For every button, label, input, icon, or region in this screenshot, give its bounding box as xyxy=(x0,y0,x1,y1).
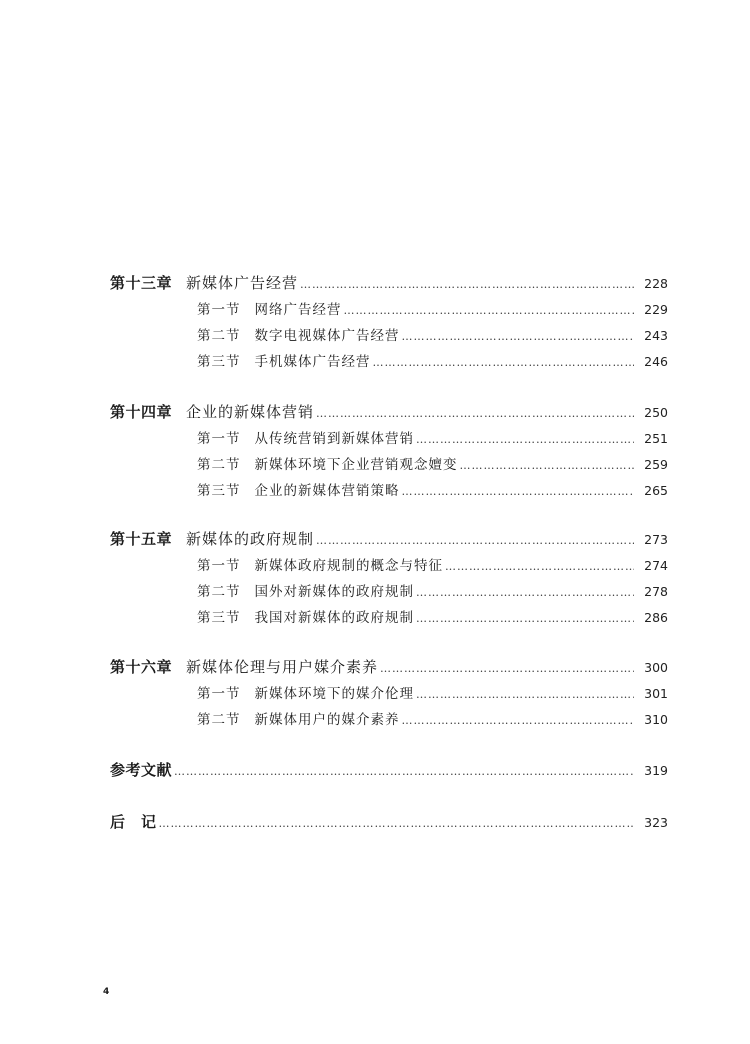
section-label: 第一节 xyxy=(197,431,241,447)
page-number: 250 xyxy=(644,405,668,420)
chapter-title: 新媒体伦理与用户媒介素养 xyxy=(186,658,379,676)
toc-section[interactable] xyxy=(197,427,668,447)
page-number: 246 xyxy=(644,354,668,369)
leader-dots xyxy=(174,765,634,778)
chapter-title: 企业的新媒体营销 xyxy=(186,403,315,421)
chapter-title: 新媒体广告经营 xyxy=(186,274,299,292)
page-number: 251 xyxy=(644,431,668,446)
leader-dots xyxy=(402,485,635,498)
section-title: 新媒体环境下企业营销观念嬗变 xyxy=(254,457,458,473)
toc-section[interactable] xyxy=(197,298,668,318)
section-label: 第三节 xyxy=(197,610,241,626)
leader-dots xyxy=(416,688,634,701)
page-number: 310 xyxy=(644,712,668,727)
toc-section[interactable] xyxy=(197,606,668,626)
section-label: 第三节 xyxy=(197,483,241,499)
toc-references[interactable] xyxy=(110,759,668,780)
toc-chapter-14[interactable] xyxy=(110,401,668,422)
chapter-label: 第十三章 xyxy=(110,274,173,292)
toc-chapter-16[interactable] xyxy=(110,656,668,677)
toc-section[interactable] xyxy=(197,708,668,728)
section-label: 第三节 xyxy=(197,354,241,370)
toc-chapter-15[interactable] xyxy=(110,528,668,549)
leader-dots xyxy=(373,356,635,369)
page-number: 265 xyxy=(644,483,668,498)
page-number: 243 xyxy=(644,328,668,343)
page-number: 286 xyxy=(644,610,668,625)
toc-section[interactable] xyxy=(197,580,668,600)
section-label: 第一节 xyxy=(197,558,241,574)
page-number: 259 xyxy=(644,457,668,472)
leader-dots xyxy=(416,586,634,599)
page-number: 274 xyxy=(644,558,668,573)
page-number: 300 xyxy=(644,660,668,675)
section-title: 新媒体环境下的媒介伦理 xyxy=(254,686,414,702)
toc-chapter-13[interactable] xyxy=(110,272,668,293)
section-label: 第一节 xyxy=(197,686,241,702)
page-folio: 4 xyxy=(103,987,110,997)
leader-dots xyxy=(300,278,634,291)
section-title: 企业的新媒体营销策略 xyxy=(254,483,400,499)
section-label: 第二节 xyxy=(197,457,241,473)
section-title: 手机媒体广告经营 xyxy=(254,354,371,370)
toc-section[interactable] xyxy=(197,350,668,370)
toc-section[interactable] xyxy=(197,453,668,473)
section-label: 第一节 xyxy=(197,302,241,318)
chapter-title: 新媒体的政府规制 xyxy=(186,530,315,548)
section-label: 第二节 xyxy=(197,712,241,728)
section-label: 第二节 xyxy=(197,584,241,600)
leader-dots xyxy=(316,534,634,547)
leader-dots xyxy=(316,407,634,420)
section-title: 从传统营销到新媒体营销 xyxy=(254,431,414,447)
leader-dots xyxy=(460,459,635,472)
leader-dots xyxy=(402,330,635,343)
section-title: 新媒体用户的媒介素养 xyxy=(254,712,400,728)
page-number: 228 xyxy=(644,276,668,291)
section-title: 新媒体政府规制的概念与特征 xyxy=(254,558,443,574)
leader-dots xyxy=(402,714,635,727)
page-number: 278 xyxy=(644,584,668,599)
toc-afterword[interactable] xyxy=(110,811,668,832)
references-label: 参考文献 xyxy=(110,761,173,779)
toc-section[interactable] xyxy=(197,324,668,344)
afterword-label: 后 记 xyxy=(110,813,157,831)
section-title: 国外对新媒体的政府规制 xyxy=(254,584,414,600)
leader-dots xyxy=(445,560,634,573)
section-title: 数字电视媒体广告经营 xyxy=(254,328,400,344)
page-number: 301 xyxy=(644,686,668,701)
leader-dots xyxy=(416,612,634,625)
toc-section[interactable] xyxy=(197,479,668,499)
toc-section[interactable] xyxy=(197,554,668,574)
leader-dots xyxy=(159,817,634,830)
section-title: 网络广告经营 xyxy=(254,302,342,318)
page-number: 319 xyxy=(644,763,668,778)
page-number: 229 xyxy=(644,302,668,317)
chapter-label: 第十五章 xyxy=(110,530,173,548)
chapter-label: 第十六章 xyxy=(110,658,173,676)
chapter-label: 第十四章 xyxy=(110,403,173,421)
section-label: 第二节 xyxy=(197,328,241,344)
page-number: 273 xyxy=(644,532,668,547)
toc-section[interactable] xyxy=(197,682,668,702)
leader-dots xyxy=(380,662,634,675)
section-title: 我国对新媒体的政府规制 xyxy=(254,610,414,626)
leader-dots xyxy=(416,433,634,446)
leader-dots xyxy=(344,304,635,317)
page-number: 323 xyxy=(644,815,668,830)
